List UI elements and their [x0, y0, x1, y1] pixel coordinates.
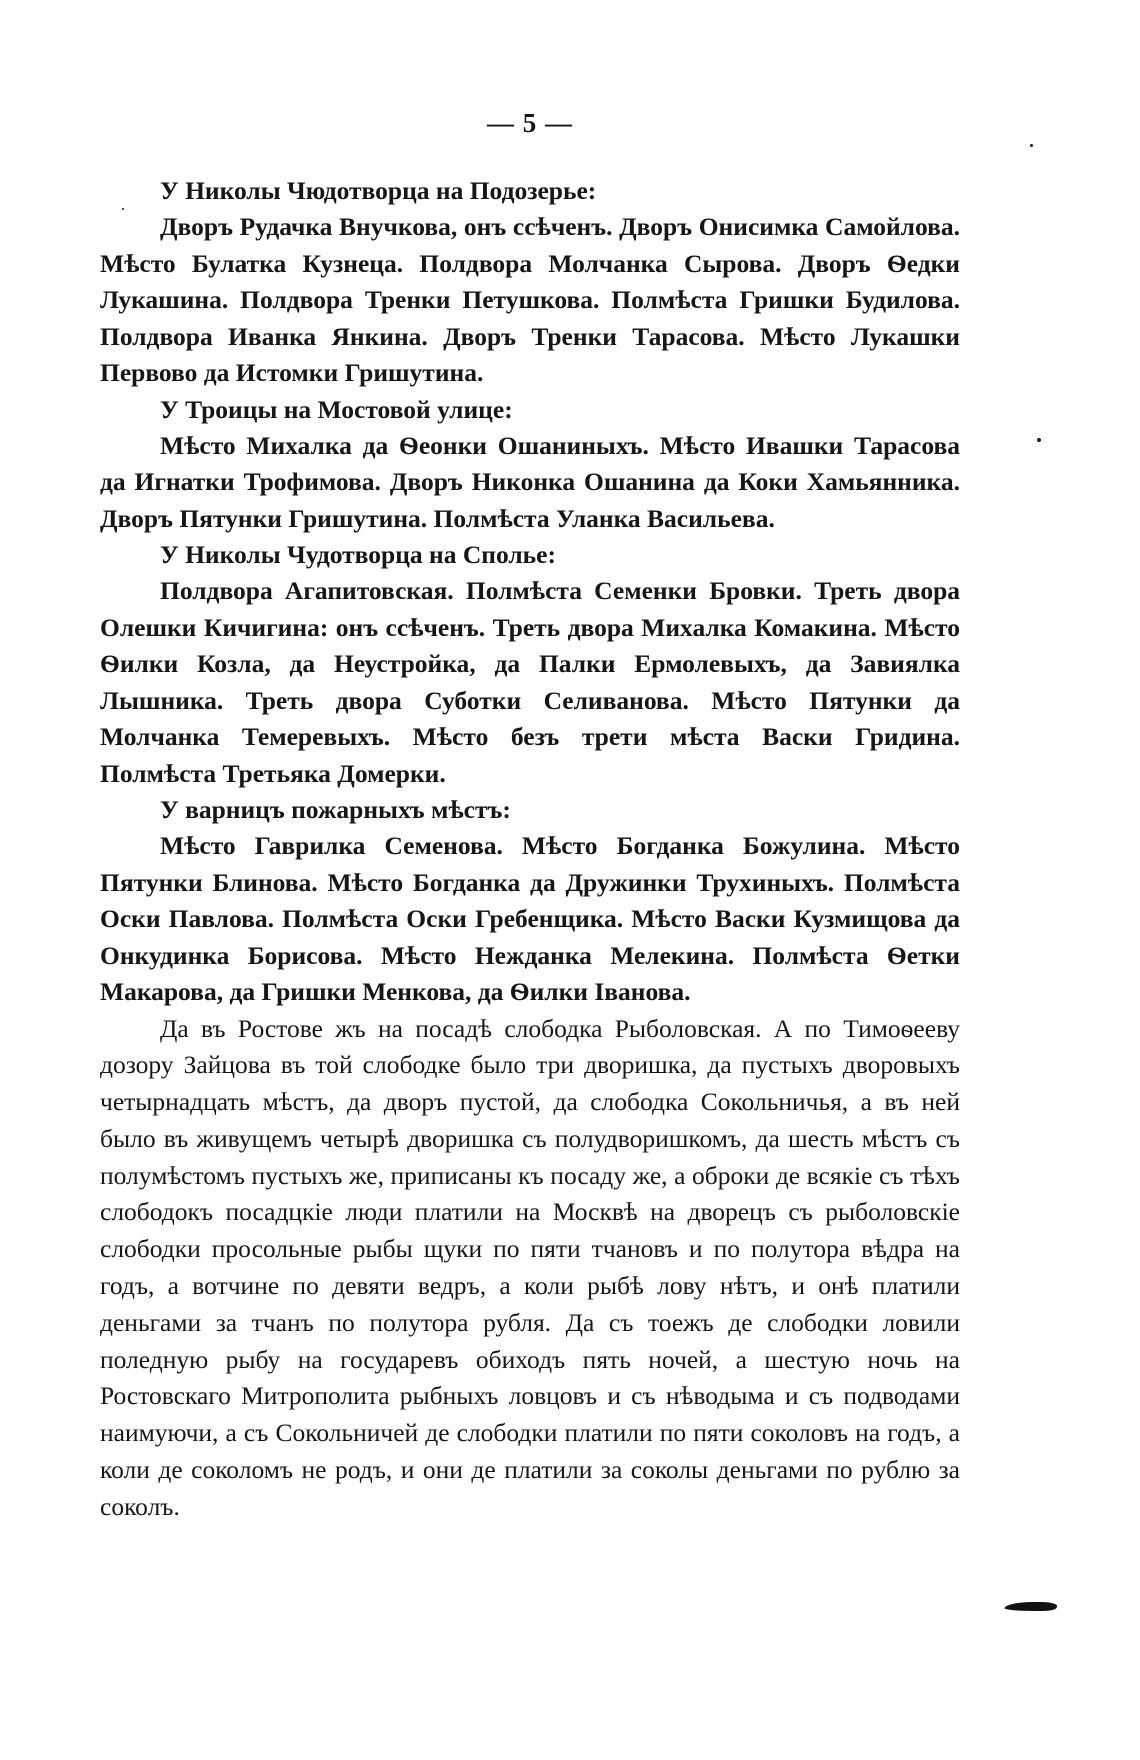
ink-smudge — [1003, 1602, 1058, 1611]
scan-speck — [122, 208, 124, 210]
scan-speck — [1030, 144, 1033, 147]
section-entries: Полдвора Агапитовская. Полмѣста Семенки Бровки. Треть двора Олешки Кичигина: онъ ссѣченъ. Треть двора Михалка Комакина. Мѣсто Ѳилки Козла, да Неустройка, да Палки Ермолевыхъ, да Завиялка Лышника. Треть двора Суботки Селиванова. Мѣсто Пятунки да Молчанка Темеревыхъ. Мѣсто безъ трети мѣста Васки Гридина. Полмѣста Третьяка Домерки. — [100, 576, 960, 788]
section-entries: Мѣсто Гаврилка Семенова. Мѣсто Богданка Божулина. Мѣсто Пятунки Блинова. Мѣсто Богданка да Дружинки Трухиныхъ. Полмѣста Оски Павлова. Полмѣста Оски Гребенщика. Мѣсто Васки Кузмищова да Онкудинка Борисова. Мѣсто Нежданка Мелекина. Полмѣста Ѳетки Макарова, да Гришки Менкова, да Ѳилки Іванова. — [100, 831, 960, 1006]
section-heading: У варницъ пожарныхъ мѣстъ: — [160, 795, 511, 824]
section-entries: Мѣсто Михалка да Ѳеонки Ошаниныхъ. Мѣсто Ивашки Тарасова да Игнатки Трофимова. Дворъ Никонка Ошанина да Коки Хамьянника. Дворъ Пятунки Гришутина. Полмѣста Уланка Васильева. — [100, 430, 960, 533]
section-heading: У Николы Чюдотворца на Подозерье: — [160, 176, 597, 205]
closing-paragraph: Да въ Ростове жъ на посадѣ слободка Рыболовская. А по Тимоѳееву дозору Зайцова въ той слободке было три дворишка, да пустыхъ дворовыхъ четырнадцать мѣстъ, да дворъ пустой, да слободка Сокольничья, а въ ней было въ живущемъ четырѣ дворишка съ полудворишкомъ, да шесть мѣстъ съ полумѣстомъ пустыхъ же, приписаны къ посаду же, а оброки де всякіе съ тѣхъ слободокъ посадцкіе люди платили на Москвѣ на дворецъ съ рыболовскіе слободки просольные рыбы щуки по пяти тчановъ и по полутора вѣдра на годъ, а вотчине по девяти ведръ, а коли рыбѣ лову нѣтъ, и онѣ платили деньгами за тчанъ по полутора рубля. Да съ тоежъ де слободки ловили поледную рыбу на государевъ обиходъ пять ночей, а шестую ночь на Ростовскаго Митрополита рыбныхъ ловцовъ и съ нѣводыма и съ подводами наимуючи, а съ Сокольничей де слободки платили по пяти соколовъ на годъ, а коли де соколомъ не родъ, и они де платили за соколы деньгами по рублю за соколъ. — [100, 1013, 960, 1521]
page-number: — 5 — — [487, 108, 573, 138]
document-page — [100, 108, 960, 1526]
scan-speck — [1037, 438, 1041, 442]
section-heading: У Николы Чудотворца на Сполье: — [160, 540, 556, 569]
section-entries: Дворъ Рудачка Внучкова, онъ ссѣченъ. Дворъ Онисимка Самойлова. Мѣсто Булатка Кузнеца. Полдвора Молчанка Сырова. Дворъ Ѳедки Лукашина. Полдвора Тренки Петушкова. Полмѣста Гришки Будилова. Полдвора Иванка Янкина. Дворъ Тренки Тарасова. Мѣсто Лукашки Первово да Истомки Гришутина. — [100, 212, 960, 387]
section-heading: У Троицы на Мостовой улице: — [160, 394, 513, 424]
